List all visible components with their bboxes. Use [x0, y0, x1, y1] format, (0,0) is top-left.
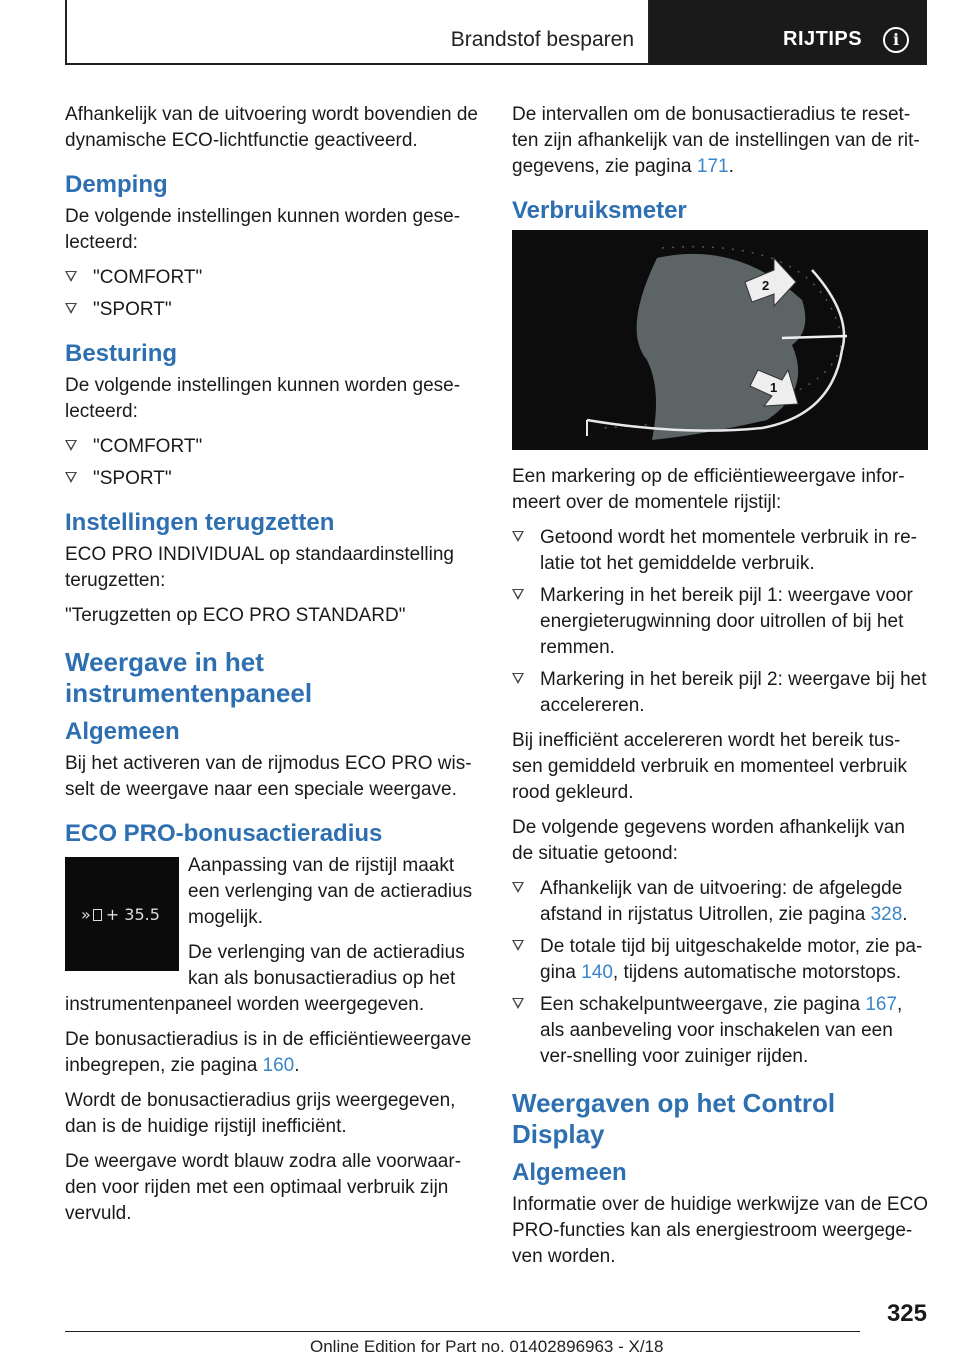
- bullet-triangle-icon: [65, 440, 77, 451]
- besturing-list: [65, 434, 480, 492]
- markering-paragraph: Een markering op de efficiëntieweergave infor‐meert over de momentele rijstijl:: [512, 466, 905, 513]
- bonus-paragraph-1: Aanpassing van de rijstijl maakt een verlenging van de actieradius mogelijk.: [188, 855, 473, 928]
- algemeen-paragraph: Bij het activeren van de rijmodus ECO PRO wis‐selt de weergave naar een speciale weergave.: [65, 753, 472, 800]
- bullet-triangle-icon: [512, 589, 524, 600]
- list-item: De totale tijd bij uitgeschakelde motor, zie pa‐gina 140, tijdens automatische motorstops.: [512, 934, 930, 986]
- heading-reset: Instellingen terugzetten: [65, 509, 335, 536]
- chapter-tag: RIJTIPS: [783, 28, 863, 50]
- intro-paragraph: Afhankelijk van de uitvoering wordt bovendien de dynamische ECO-lichtfunctie geactiveerd.: [65, 104, 478, 151]
- inefficient-paragraph: Bij inefficiënt accelereren wordt het bereik tus‐sen gemiddeld verbruik en momenteel verbruik rood gekleurd.: [512, 730, 907, 803]
- bonus-display-value: + 35.5: [105, 905, 160, 924]
- meter-label-1: 1: [770, 380, 778, 395]
- page-link-140[interactable]: 140: [581, 962, 613, 983]
- header-section-box: [65, 0, 650, 65]
- heading-weergave: Weergave in het instrumentenpaneel: [65, 647, 313, 708]
- interval-paragraph: De intervallen om de bonusactieradius te reset‐ten zijn afhankelijk van de instellingen van de rit‐gegevens, zie pagina 171.: [512, 104, 920, 177]
- list-item: "COMFORT": [65, 265, 480, 291]
- list-item: Getoond wordt het momentele verbruik in re‐latie tot het gemiddelde verbruik.: [512, 525, 930, 577]
- page-link-160[interactable]: 160: [262, 1055, 295, 1076]
- meter-label-2: 2: [762, 278, 770, 293]
- heading-bonus: ECO PRO-bonusactieradius: [65, 820, 383, 847]
- list-item: Markering in het bereik pijl 2: weergave bij het accelereren.: [512, 667, 930, 719]
- bonus-paragraph-3: De bonusactieradius is in de efficiëntieweergave inbegrepen, zie pagina 160.: [65, 1029, 472, 1076]
- bullet-triangle-icon: [512, 882, 524, 893]
- left-column: [65, 102, 480, 1236]
- page-header: [65, 0, 927, 65]
- list-item: "COMFORT": [65, 434, 480, 460]
- info-icon: i: [883, 27, 909, 53]
- list-item: "SPORT": [65, 297, 480, 323]
- heading-control-display: Weergaven op het Control Display: [512, 1088, 836, 1149]
- page-link-328[interactable]: 328: [870, 904, 903, 925]
- footer-divider: [65, 1331, 860, 1332]
- list-item: Afhankelijk van de uitvoering: de afgelegde afstand in rijstatus Uitrollen, zie pagina 328.: [512, 876, 930, 928]
- bullet-triangle-icon: [65, 472, 77, 483]
- bullet-triangle-icon: [65, 303, 77, 314]
- heading-algemeen-2: Algemeen: [512, 1159, 627, 1186]
- reset-paragraph: ECO PRO INDIVIDUAL op standaardinstelling terugzetten:: [65, 544, 454, 591]
- footer-edition: Online Edition for Part no. 01402896963 - X/18: [310, 1337, 664, 1356]
- consumption-meter-image: [512, 230, 928, 450]
- demping-paragraph: De volgende instellingen kunnen worden gese‐lecteerd:: [65, 206, 461, 253]
- header-tag-box: [650, 0, 927, 65]
- page-link-167[interactable]: 167: [865, 994, 898, 1015]
- page-number: 325: [886, 1300, 927, 1327]
- reset-value: "Terugzetten op ECO PRO STANDARD": [65, 605, 406, 626]
- heading-verbruiksmeter: Verbruiksmeter: [512, 197, 687, 224]
- list-item: Markering in het bereik pijl 1: weergave voor energieterugwinning door uitrollen of bij het remmen.: [512, 583, 930, 661]
- bonus-block: [65, 853, 480, 1227]
- heading-besturing: Besturing: [65, 340, 178, 367]
- bullet-triangle-icon: [512, 940, 524, 951]
- bonus-display-image: [65, 857, 179, 971]
- besturing-paragraph: De volgende instellingen kunnen worden gese‐lecteerd:: [65, 375, 461, 422]
- page-link-171[interactable]: 171: [696, 156, 729, 177]
- demping-list: [65, 265, 480, 323]
- control-paragraph: Informatie over de huidige werkwijze van de ECO PRO-functies kan als energiestroom weergege‐ven worden.: [512, 1194, 929, 1267]
- fuel-pump-icon: [93, 909, 102, 921]
- heading-demping: Demping: [65, 171, 168, 198]
- list-item: Een schakelpuntweergave, zie pagina 167, als aanbeveling voor inschakelen van een ver‐snelling voor zuiniger rijden.: [512, 992, 930, 1070]
- list-item: "SPORT": [65, 466, 480, 492]
- section-title: Brandstof besparen: [450, 28, 634, 51]
- markering-list: [512, 525, 930, 719]
- bullet-triangle-icon: [512, 673, 524, 684]
- bonus-paragraph-4: Wordt de bonusactieradius grijs weergegeven, dan is de huidige rijstijl inefficiënt.: [65, 1090, 456, 1137]
- meter-graphic: [512, 230, 928, 450]
- gegevens-list: [512, 876, 930, 1070]
- bonus-paragraph-5: De weergave wordt blauw zodra alle voorwaar‐den voor rijden met een optimaal verbruik zijn vervuld.: [65, 1151, 462, 1224]
- bullet-triangle-icon: [65, 271, 77, 282]
- bonus-paragraph-2: De verlenging van de actieradius kan als bonusactieradius op het instrumentenpaneel worden weergegeven.: [65, 942, 465, 1015]
- gegevens-paragraph: De volgende gegevens worden afhankelijk van de situatie getoond:: [512, 817, 905, 864]
- bullet-triangle-icon: [512, 531, 524, 542]
- right-column: [512, 102, 930, 1279]
- arrow-icon: »: [81, 905, 91, 924]
- bullet-triangle-icon: [512, 998, 524, 1009]
- heading-algemeen: Algemeen: [65, 718, 180, 745]
